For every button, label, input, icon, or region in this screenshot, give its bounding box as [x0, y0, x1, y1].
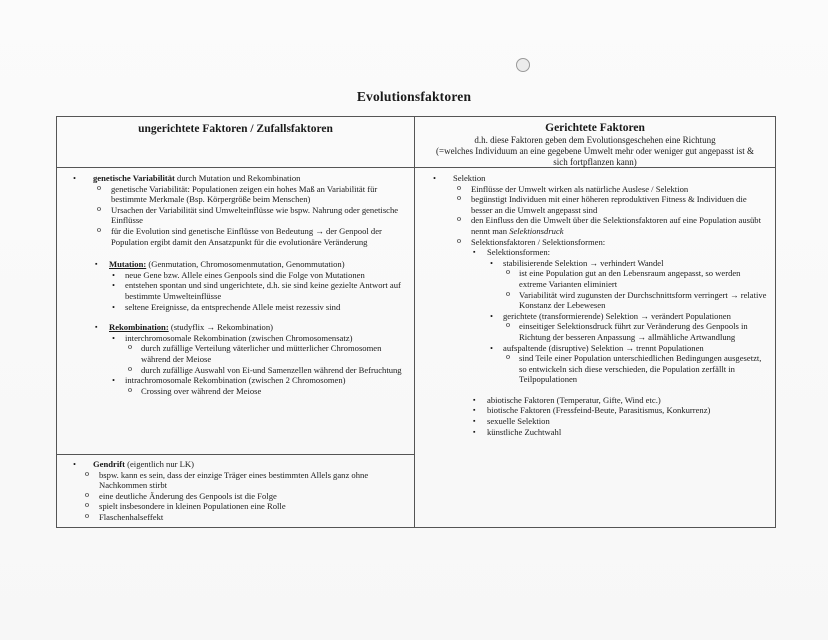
right-header-line: (=welches Individuum an eine gegebene Umwelt mehr oder weniger gut angepasst ist & — [436, 146, 754, 156]
right-header-line: sich fortpflanzen kann) — [553, 157, 637, 167]
list-item — [453, 237, 767, 438]
gendrift-divider — [57, 454, 414, 455]
right-header-line: d.h. diese Faktoren geben dem Evolutionsgeschehen eine Richtung — [474, 135, 716, 145]
left-column-header: ungerichtete Faktoren / Zufallsfaktoren — [138, 123, 333, 135]
topic-label: Gendrift — [93, 459, 125, 469]
list-item — [93, 259, 409, 312]
list-item — [453, 215, 767, 236]
topic-text: durch Mutation und Rekombination — [174, 173, 301, 183]
list-item: o ist eine Population gut an den Lebensraum angepasst, so werden extreme Varianten eliminiert — [503, 268, 767, 289]
list-item — [67, 459, 409, 523]
list-item: o begünstigt Individuen mit einer höheren reproduktiven Fitness & Individuen die besser an die Umwelt angepasst sind — [453, 194, 767, 215]
list-text: stabilisierende Selektion → verhindert Wandel — [503, 257, 664, 268]
topic-text: (studyflix → Rekombination) — [168, 322, 273, 333]
document-title: Evolutionsfaktoren — [356, 89, 472, 104]
list-item: • entstehen spontan und sind ungerichtete, d.h. sie sind keine gezielte Antwort auf bestimmte Umwelteinflüsse — [109, 280, 409, 301]
left-column-content — [67, 173, 409, 396]
topic-text: (Genmutation, Chromosomenmutation, Genommutation) — [146, 259, 345, 270]
topic-label: Selektion — [453, 173, 486, 183]
list-item: o Einflüsse der Umwelt wirken als natürliche Auslese / Selektion — [453, 184, 767, 195]
list-item: o bspw. kann es sein, dass der einzige Träger eines bestimmten Allels ganz ohne Nachkommen stirbt — [81, 470, 409, 491]
list-text: aufspaltende (disruptive) Selektion → trennt Populationen — [503, 342, 704, 353]
list-item — [109, 375, 409, 396]
list-text: Selektionsfaktoren / Selektionsformen: — [471, 236, 606, 247]
list-item: o Crossing over während der Meiose — [125, 386, 409, 397]
right-header-title: Gerichtete Faktoren — [545, 122, 645, 134]
list-item: ▪ biotische Faktoren (Fressfeind-Beute, Parasitismus, Konkurrenz) — [471, 405, 767, 416]
list-item — [427, 173, 767, 437]
list-item — [487, 258, 767, 311]
list-item: o Ursachen der Variabilität sind Umwelteinflüsse wie bspw. Nahrung oder genetische Einflüsse — [93, 205, 409, 226]
list-item — [471, 247, 767, 385]
list-item: o eine deutliche Änderung des Genpools ist die Folge — [81, 491, 409, 502]
list-item: ▪ sexuelle Selektion — [471, 416, 767, 427]
list-text: gerichtete (transformierende) Selektion → verändert Populationen — [503, 310, 731, 321]
list-item: o Flaschenhalseffekt — [81, 512, 409, 523]
list-item: o Variabilität wird zugunsten der Durchschnittsform verringert → relative Konstanz der Lebewesen — [503, 290, 767, 311]
list-item — [93, 322, 409, 396]
list-item — [487, 311, 767, 343]
list-item: o sind Teile einer Population unterschiedlichen Bedingungen ausgesetzt, so entwickeln sich diese verschieden, die Population zerfällt in Teilpopulationen — [503, 353, 767, 385]
list-item: o spielt insbesondere in kleinen Populationen eine Rolle — [81, 501, 409, 512]
column-divider — [414, 117, 415, 527]
topic-label: Mutation: — [109, 259, 147, 270]
gendrift-section — [67, 459, 409, 523]
topic-label: Rekombination: — [109, 322, 169, 333]
punch-hole — [516, 58, 530, 72]
right-column-content — [427, 173, 767, 437]
list-text: Selektionsformen: — [487, 247, 551, 258]
selektionsdruck-term: Selektionsdruck — [509, 225, 564, 236]
list-item: ▪ künstliche Zuchtwahl — [471, 427, 767, 438]
list-text: den Einfluss den die Umwelt über die Selektionsfaktoren auf eine Population ausübt nennt man — [471, 215, 761, 236]
list-item: • seltene Ereignisse, da entsprechende Allele meist rezessiv sind — [109, 302, 409, 313]
list-item: o durch zufällige Auswahl von Ei-und Samenzellen während der Befruchtung — [125, 365, 409, 376]
list-item — [487, 343, 767, 385]
list-item: o genetische Variabilität: Populationen zeigen ein hohes Maß an Variabilität für bestimmte Merkmale (Bsp. Körpergröße beim Menschen) — [93, 184, 409, 205]
list-item — [109, 333, 409, 375]
list-text: interchromosomale Rekombination (zwischen Chromosomensatz) — [125, 332, 353, 343]
list-text: intrachromosomale Rekombination (zwischen 2 Chromosomen) — [125, 375, 346, 386]
list-item: o für die Evolution sind genetische Einflüsse von Bedeutung → der Genpool der Population ergibt damit den Ansatzpunkt für die evolutionäre Veränderung — [93, 226, 409, 247]
topic-label: genetische Variabilität — [93, 173, 175, 183]
list-item: o durch zufällige Verteilung väterlicher und mütterlicher Chromosomen während der Meiose — [125, 343, 409, 364]
list-item — [67, 173, 409, 396]
comparison-table — [56, 116, 776, 528]
list-item: • neue Gene bzw. Allele eines Genpools sind die Folge von Mutationen — [109, 270, 409, 281]
list-item: ▪ abiotische Faktoren (Temperatur, Gifte, Wind etc.) — [471, 395, 767, 406]
list-item: o einseitiger Selektionsdruck führt zur Veränderung des Genpools in Richtung der besseren Anpassung → allmähliche Artwandlung — [503, 321, 767, 342]
topic-text: (eigentlich nur LK) — [124, 459, 194, 469]
right-column-header — [415, 121, 775, 168]
